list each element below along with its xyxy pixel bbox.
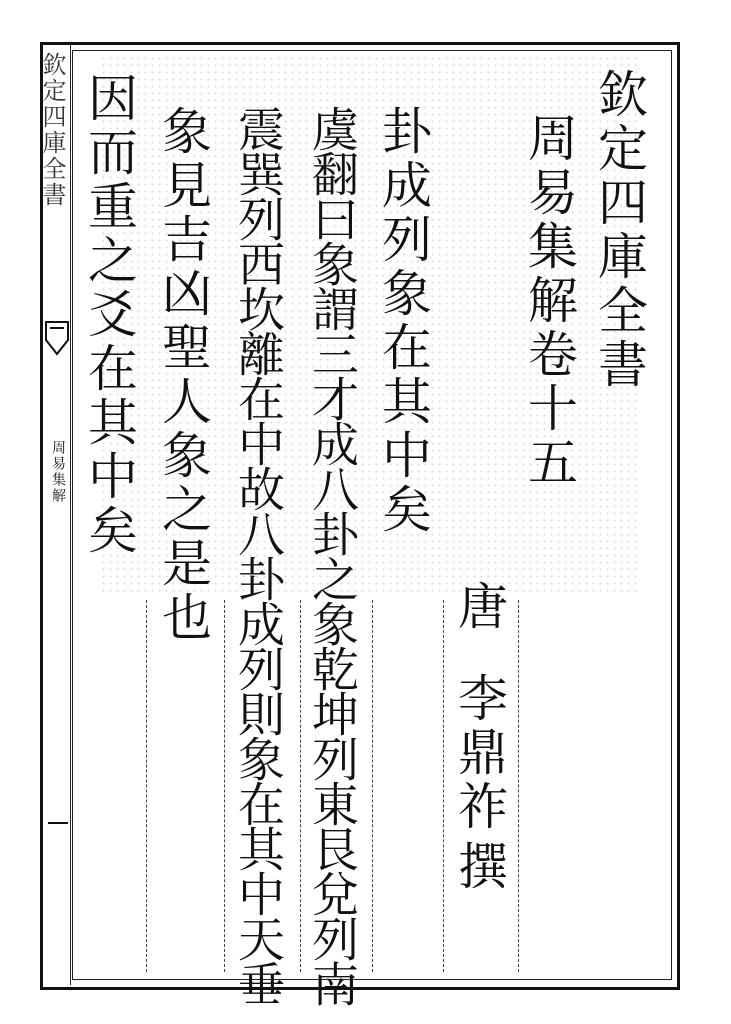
side-label: 周易集解 [50,440,66,504]
column-rule [146,600,147,972]
column-rule [518,600,519,972]
fishtail-mark-icon [44,320,70,360]
page-number-mark [48,822,68,824]
column-rule [300,600,301,972]
text-column-4: 象見吉凶聖人象之是也 [154,105,212,645]
author-dynasty: 唐 [450,580,508,634]
text-column-1: 卦成列象在其中矣 [374,105,432,537]
collection-title: 欽定四庫全書 [590,68,648,392]
gutter-line [70,45,71,985]
column-rule [443,600,444,972]
text-column-5: 因而重之爻在其中矣 [80,72,138,558]
text-column-3: 震巽列西坎離在中故八卦成列則象在其中天垂 [230,105,285,1005]
column-rule [224,600,225,972]
edge-book-title: 欽定四庫全書 [38,52,66,208]
text-column-2: 虞翻曰象謂三才成八卦之象乾坤列東艮兌列南 [304,105,359,1005]
column-rule [372,600,373,972]
author-role: 撰 [450,840,508,894]
author-name: 李鼎祚 [450,672,508,834]
volume-title: 周易集解卷十五 [520,112,578,490]
